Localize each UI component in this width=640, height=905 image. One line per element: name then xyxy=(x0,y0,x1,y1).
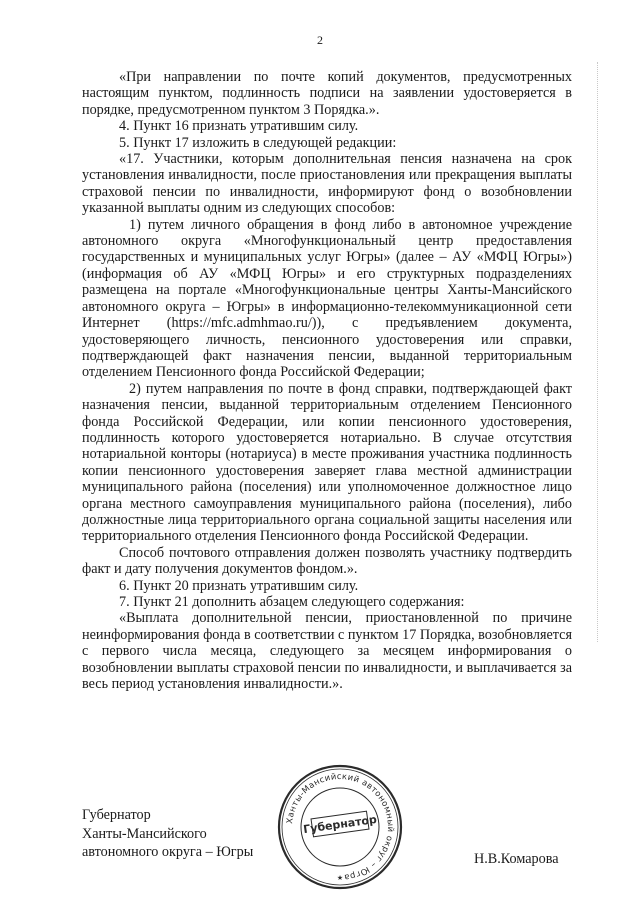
scan-margin-line xyxy=(597,62,599,642)
stamp-ring-text: Ханты-Мансийский автономный округ – Югра xyxy=(284,770,397,883)
signer-name: Н.В.Комарова xyxy=(474,851,559,867)
paragraph-mail-copies: «При направлении по почте копий документов, предусмотренных настоящим пунктом, подлинность подписи на заявлении удостоверяется в порядке, предусмотренном пунктом 3 Порядка.». xyxy=(82,69,572,118)
paragraph-item-7: 7. Пункт 21 дополнить абзацем следующего содержания: xyxy=(119,594,465,610)
paragraph-clause-17: «17. Участники, которым дополнительная пенсия назначена на срок установления инвалидности, после приостановления или прекращения выплаты страховой пенсии по инвалидности, информируют фонд о возобновлении указанной выплаты одним из следующих способов: xyxy=(82,151,572,217)
paragraph-item-5: 5. Пункт 17 изложить в следующей редакции: xyxy=(119,134,397,151)
official-stamp xyxy=(275,762,405,892)
signature-region-line: автономного округа – Югры xyxy=(82,844,254,860)
paragraph-item-4: 4. Пункт 16 признать утратившим силу. xyxy=(119,118,359,135)
stamp-center-text: Губернатор xyxy=(302,812,378,837)
stamp-star-icon: ★ xyxy=(336,874,344,882)
paragraph-method-2: 2) путем направления по почте в фонд справки, подтверждающей факт назначения пенсии, выданной территориальным отделением Пенсионного фонда Российской Федерации, или копии пенсионного удостоверения, подлинность которого удостоверяется нотариально. В случае отсутствия нотариальной конторы (нотариуса) в месте проживания участника подлинность копии пенсионного удостоверения заверяет глава местной администрации муниципального района (поселения) или уполномоченное должностное лицо органа местного самоуправления муниципального района (поселения), либо должностные лица территориального органа социальной защиты населения или территориального отделения Пенсионного фонда Российской Федерации. xyxy=(82,380,572,545)
paragraph-method-1: 1) путем личного обращения в фонд либо в автономное учреждение автономного округа «Многофункциональный центр предоставления государственных и муниципальных услуг Югры» (далее – АУ «МФЦ Югры») (информация об АУ «МФЦ Югры» и его структурных подразделениях размещена на портале «Многофункциональные центры Ханты-Мансийского автономного округа – Югры» в информационно-телекоммуникационной сети Интернет (https://mfc.admhmao.ru/)), с предъявлением документа, удостоверяющего личность, пенсионного удостоверения или справки, подтверждающей факт назначения пенсии, выданной территориальным отделением Пенсионного фонда Российской Федерации; xyxy=(82,216,572,381)
paragraph-clause-21-addition: «Выплата дополнительной пенсии, приостановленной по причине неинформирования фонда в соответствии с пунктом 17 Порядка, возобновляется с первого числа месяца, следующего за месяцем информирования о возобновлении выплаты страховой пенсии по инвалидности, и выплачивается за весь период установления инвалидности.». xyxy=(82,610,572,693)
document-body xyxy=(82,69,572,692)
paragraph-item-6: 6. Пункт 20 признать утратившим силу. xyxy=(119,577,359,594)
signature-block xyxy=(82,806,253,862)
signature-region-line: Ханты-Мансийского xyxy=(82,825,207,842)
paragraph-postal-method: Способ почтового отправления должен позволять участнику подтвердить факт и дату получения документов фондом.». xyxy=(82,544,572,578)
page-number: 2 xyxy=(317,33,323,47)
signature-title: Губернатор xyxy=(82,807,151,823)
